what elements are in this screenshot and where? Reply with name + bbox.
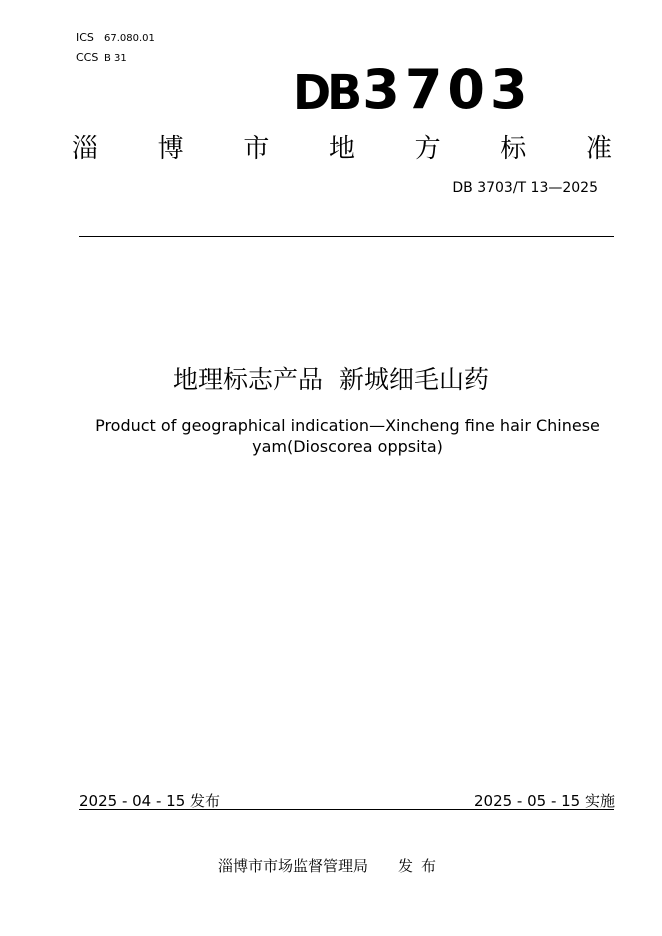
ics-label: ICS — [76, 31, 94, 44]
issuer-action: 发布 — [398, 857, 445, 875]
standard-type-char: 淄 — [72, 134, 99, 164]
header-divider — [79, 236, 614, 237]
issue-date: 2025 - 04 - 15 发布 — [79, 792, 221, 810]
standard-type-char: 标 — [500, 134, 527, 164]
issuer-line — [0, 855, 662, 876]
ccs-code: B 31 — [104, 53, 127, 64]
standard-code: DB 3703/T 13—2025 — [452, 180, 598, 196]
standard-type-char: 市 — [243, 134, 270, 164]
issuer-name: 淄博市市场监督管理局 — [217, 857, 368, 875]
title-english: Product of geographical indication—Xincheng fine hair Chinese yam(Dioscorea oppsita) — [95, 416, 600, 456]
standard-mark — [293, 58, 533, 121]
ics-code: 67.080.01 — [104, 33, 155, 44]
standard-type-char: 准 — [585, 134, 612, 164]
standard-type-heading — [72, 128, 612, 165]
standard-mark-number: 3703 — [362, 58, 533, 121]
standard-mark-prefix: DB — [293, 63, 359, 121]
title-chinese: 地理标志产品 新城细毛山药 — [173, 365, 489, 394]
standard-type-char: 博 — [157, 134, 184, 164]
standard-type-char: 地 — [328, 134, 355, 164]
implementation-date: 2025 - 05 - 15 实施 — [473, 792, 615, 810]
footer-divider — [79, 809, 614, 810]
ccs-label: CCS — [76, 51, 99, 64]
standard-type-char: 方 — [414, 134, 441, 164]
